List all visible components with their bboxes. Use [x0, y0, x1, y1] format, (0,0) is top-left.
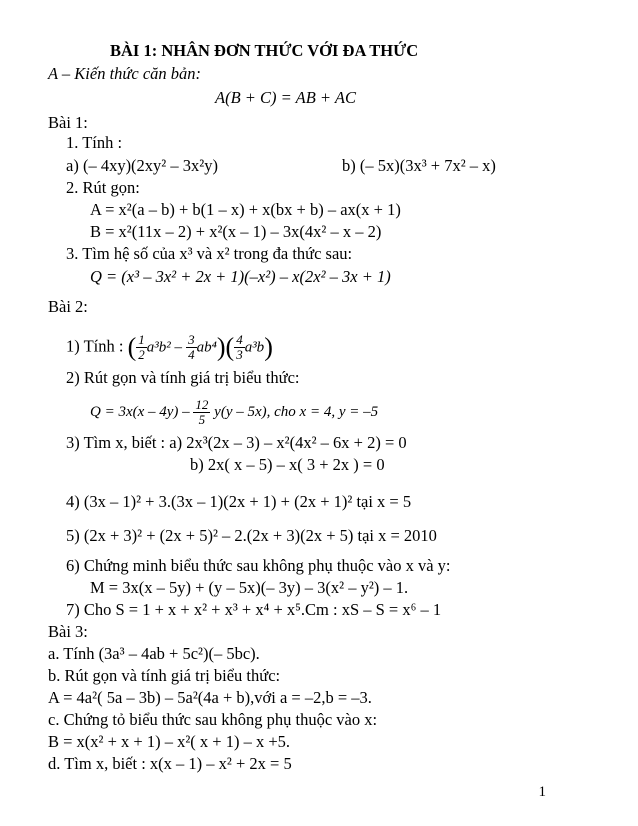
bai1-item2: 2. Rút gọn:	[66, 178, 140, 197]
fraction-2: $\frac{3}{4}$	[188, 332, 195, 362]
bai2-item1-label: 1) Tính :	[66, 336, 124, 356]
bai2-item6-b: M = 3x(x – 5y) + (y – 5x)(– 3y) – 3(x² – y²) – 1.	[90, 578, 409, 597]
bai1-heading: Bài 1:	[48, 113, 88, 132]
page-number: 1	[538, 784, 546, 800]
bai2-item2-expr	[90, 398, 378, 427]
bai3-c: c. Chứng tỏ biểu thức sau không phụ thuộc vào x:	[48, 710, 378, 729]
bai2-item3-b: b) 2x( x – 5) – x( 3 + 2x ) = 0	[190, 455, 385, 474]
fraction-1: $\frac{1}{2}$	[138, 332, 145, 362]
expr-part-b: y(y – 5x), cho x = 4, y = –5	[214, 403, 379, 420]
bai1-expr-q: Q = (x³ – 3x² + 2x + 1)(–x²) – x(2x² – 3x + 1)	[90, 267, 391, 286]
bai3-d: d. Tìm x, biết : x(x – 1) – x² + 2x = 5	[48, 754, 292, 773]
bai1-item1-b: b) (– 5x)(3x³ + 7x² – x)	[342, 156, 496, 175]
base-formula: A(B + C) = AB + AC	[215, 88, 356, 107]
fraction-3: $\frac{4}{3}$	[236, 332, 243, 362]
bai2-item3-a: 3) Tìm x, biết : a) 2x³(2x – 3) – x²(4x² – 6x + 2) = 0	[66, 433, 407, 452]
bai2-heading: Bài 2:	[48, 297, 88, 316]
close-paren-2: )	[264, 332, 273, 362]
bai1-item1: 1. Tính :	[66, 133, 123, 152]
bai3-c-expr: B = x(x² + x + 1) – x²( x + 1) – x +5.	[48, 732, 291, 751]
bai2-item4: 4) (3x – 1)² + 3.(3x – 1)(2x + 1) + (2x + 1)² tại x = 5	[66, 492, 412, 511]
term-3: a³b	[244, 339, 265, 356]
bai3-a: a. Tính (3a³ – 4ab + 5c²)(– 5bc).	[48, 644, 260, 663]
bai3-b-expr: A = 4a²( 5a – 3b) – 5a²(4a + b),với a = –2,b = –3.	[48, 688, 372, 707]
bai2-item2: 2) Rút gọn và tính giá trị biểu thức:	[66, 368, 300, 387]
expr-part-a: Q = 3x(x – 4y) –	[90, 403, 190, 420]
section-a-heading: A – Kiến thức căn bản:	[48, 64, 202, 83]
bai1-item3: 3. Tìm hệ số của x³ và x² trong đa thức sau:	[66, 244, 353, 263]
bai1-expr-a: A = x²(a – b) + b(1 – x) + x(bx + b) – ax(x + 1)	[90, 200, 401, 219]
open-paren-2: (	[225, 332, 235, 362]
bai2-item1	[66, 333, 273, 362]
page-title: BÀI 1: NHÂN ĐƠN THỨC VỚI ĐA THỨC	[110, 41, 419, 60]
term-1: a³b² –	[146, 339, 182, 356]
bai2-item6-a: 6) Chứng minh biểu thức sau không phụ thuộc vào x và y:	[66, 556, 451, 575]
bai1-item1-a: a) (– 4xy)(2xy² – 3x²y)	[66, 156, 218, 175]
bai3-heading: Bài 3:	[48, 622, 88, 641]
close-paren: )	[216, 332, 226, 362]
bai2-item7: 7) Cho S = 1 + x + x² + x³ + x⁴ + x⁵.Cm : xS – S = x⁶ – 1	[66, 600, 442, 619]
fraction-12-5: $\frac{12}{5}$	[195, 397, 209, 427]
term-2: ab⁴	[196, 339, 217, 356]
bai2-item5: 5) (2x + 3)² + (2x + 5)² – 2.(2x + 3)(2x + 5) tại x = 2010	[66, 526, 437, 545]
bai1-expr-b: B = x²(11x – 2) + x²(x – 1) – 3x(4x² – x – 2)	[90, 222, 382, 241]
open-paren: (	[127, 332, 137, 362]
bai3-b: b. Rút gọn và tính giá trị biểu thức:	[48, 666, 281, 685]
